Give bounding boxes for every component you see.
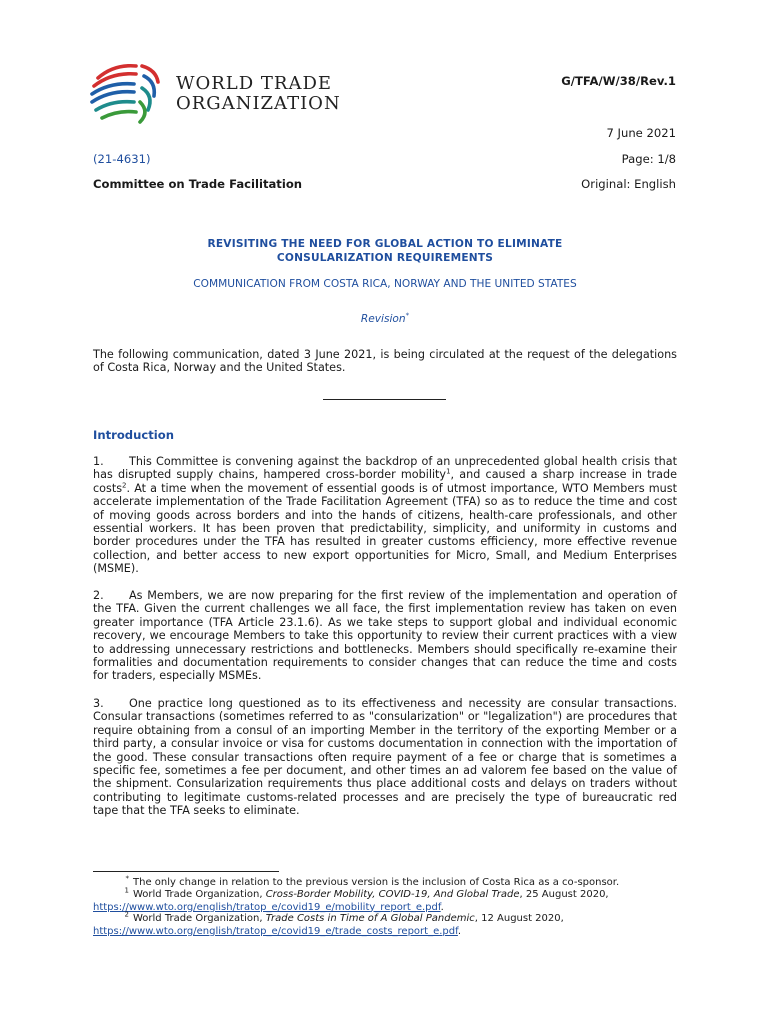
wto-logo-icon <box>84 56 170 132</box>
footnote-2-mark: 2 <box>124 910 129 919</box>
intro-paragraph: The following communication, dated 3 June 2021, is being circulated at the request of the delegations of Costa Rica, Norway and the United States. <box>93 348 677 375</box>
paragraph-1 <box>93 455 677 576</box>
revision-label <box>93 313 677 325</box>
communication-line: COMMUNICATION FROM COSTA RICA, NORWAY AND THE UNITED STATES <box>193 278 577 290</box>
footnote-2-title: Trade Costs in Time of A Global Pandemic <box>265 913 475 924</box>
footnote-star <box>93 874 677 890</box>
reference-number: (21-4631) <box>93 152 151 166</box>
footnote-2-ref[interactable]: 2 <box>122 481 127 490</box>
document-symbol: G/TFA/W/38/Rev.1 <box>561 74 676 88</box>
revision-text: Revision <box>360 313 406 325</box>
title-line2: CONSULARIZATION REQUIREMENTS <box>276 252 494 264</box>
page-number: Page: 1/8 <box>621 152 676 166</box>
footnote-1-link[interactable]: https://www.wto.org/english/tratop_e/covid19_e/mobility_report_e.pdf <box>93 901 441 913</box>
paragraph-1-text-b: , and caused a sharp increase in trade costs <box>93 468 677 495</box>
title-line1: REVISITING THE NEED FOR GLOBAL ACTION TO ELIMINATE <box>207 238 563 250</box>
paragraph-1-number: 1. <box>93 455 104 468</box>
revision-footnote-mark[interactable]: * <box>405 311 410 320</box>
org-name-line2: ORGANIZATION <box>176 93 341 114</box>
footnote-1-ref[interactable]: 1 <box>446 467 451 476</box>
footnote-separator <box>93 871 279 872</box>
paragraph-2-number: 2. <box>93 589 104 602</box>
footnote-2-link[interactable]: https://www.wto.org/english/tratop_e/covid19_e/trade_costs_report_e.pdf <box>93 925 458 937</box>
paragraph-1-text-a: This Committee is convening against the backdrop of an unprecedented global health crisis that has disrupted supply chains, hampered cross-border mobility <box>93 455 677 482</box>
document-date: 7 June 2021 <box>606 126 676 140</box>
footnote-star-mark: * <box>125 874 129 883</box>
committee-name: Committee on Trade Facilitation <box>93 177 303 191</box>
footnote-2-post: , 12 August 2020, <box>474 913 564 924</box>
paragraph-3 <box>93 697 677 818</box>
paragraph-3-text: One practice long questioned as to its effectiveness and necessity are consular transactions. Consular transactions (sometimes referred to as "consularization" or "legalization") are procedures that require obtaining from a consul of an importing Member in the territory of the exporting Member or a third party, a consular invoice or visa for customs documentation in connection with the importation of the good. These consular transactions often require payment of a fee or charge that is sometimes a specific fee, sometimes a fee per document, and other times an ad valorem fee based on the value of the shipment. Consularization requirements thus place additional costs and delays on traders without contributing to legitimate customs-related processes and are precisely the type of bureaucratic red tape that the TFA seeks to eliminate. <box>93 697 677 818</box>
paragraph-1-text-c: . At a time when the movement of essential goods is of utmost importance, WTO Members must accelerate implementation of the Trade Facilitation Agreement (TFA) so as to reduce the time and cost of moving goods across borders and into the hands of citizens, health-care professionals, and other essential workers. It has been proven that predictability, simplicity, and uniformity in customs and border procedures under the TFA has resulted in greater customs efficiency, more effective revenue collection, and better access to new export opportunities for Micro, Small, and Medium Enterprises (MSME). <box>93 481 677 576</box>
document-title <box>93 237 677 265</box>
footnote-1: $^1$ World Trade Organization, Cross-Border Mobility, COVID-19, And Global Trade, 25 August 2020, https://www.wto.org/english/tratop_e/covid19_e/mobility_report_e.pdf. <box>93 886 609 913</box>
paragraph-3-number: 3. <box>93 697 104 710</box>
footnote-2: $^2$ World Trade Organization, Trade Costs in Time of A Global Pandemic, 12 August 2020, https://www.wto.org/english/tratop_e/covid19_e/trade_costs_report_e.pdf. <box>93 910 564 937</box>
org-name-line1: WORLD TRADE <box>176 73 333 94</box>
section-separator <box>323 399 446 400</box>
footnote-star-text: The only change in relation to the previous version is the inclusion of Costa Rica as a co-sponsor. <box>133 877 620 888</box>
footnote-1-pre: World Trade Organization, <box>133 889 266 900</box>
footnote-1-mark: 1 <box>124 886 129 895</box>
original-language: Original: English <box>581 177 676 191</box>
paragraph-2 <box>93 589 677 683</box>
footnote-2-pre: World Trade Organization, <box>133 913 266 924</box>
section-heading: Introduction <box>93 428 174 442</box>
paragraph-2-text: As Members, we are now preparing for the first review of the implementation and operation of the TFA. Given the current challenges we all face, the first implementation review has taken on even greater importance (TFA Article 23.1.6). As we take steps to support global and individual economic recovery, we encourage Members to take this opportunity to review their current practices with a view to addressing unnecessary restrictions and bottlenecks. Members should specifically re-examine their formalities and documentation requirements to consider changes that can reduce the time and costs for traders, especially MSMEs. <box>93 589 677 683</box>
footnote-1-title: Cross-Border Mobility, COVID-19, And Global Trade <box>265 889 520 900</box>
footnote-1-post: , 25 August 2020, <box>519 889 609 900</box>
